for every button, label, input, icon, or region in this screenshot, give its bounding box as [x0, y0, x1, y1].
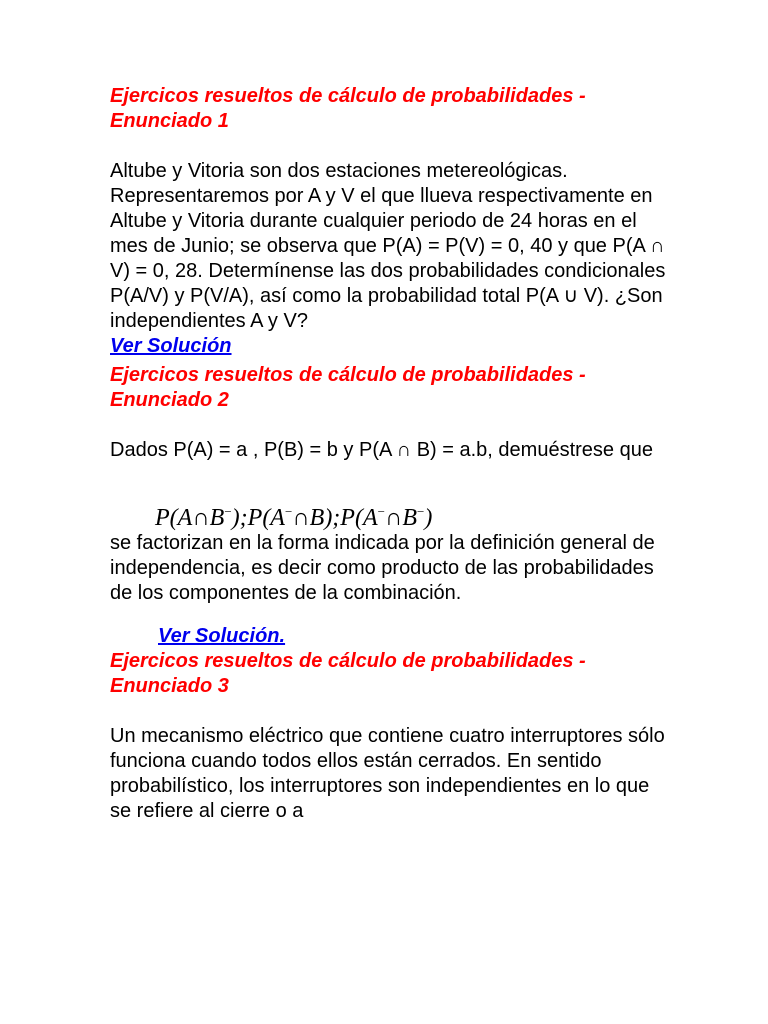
- exercise-3-statement: Un mecanismo eléctrico que contiene cuatro interruptores sólo funciona cuando todos ellos están cerrados. En sentido probabilístico, los interruptores son independientes en lo que se refiere al cierre o a: [110, 725, 665, 822]
- exercise-1-statement: Altube y Vitoria son dos estaciones metereológicas. Representaremos por A y V el que llueva respectivamente en Altube y Vitoria durante cualquier periodo de 24 horas en el mes de Junio; se observa que P(A) = P(V) = 0, 40 y que P(A ∩ V) = 0, 28. Determínense las dos probabilidades condicionales P(A/V) y P(V/A), así como la probabilidad total P(A ∪ V). ¿Son independientes A y V?: [110, 160, 666, 332]
- exercise-2-formula: P(A∩B−);P(A−∩B);P(A−∩B−): [155, 504, 433, 531]
- exercise-2-solution-link[interactable]: Ver Solución.: [158, 625, 286, 647]
- exercise-2-title: Ejercicos resueltos de cálculo de probabilidades - Enunciado 2: [110, 364, 586, 411]
- exercise-2-explanation: se factorizan en la forma indicada por la definición general de independencia, es decir como producto de las probabilidades de los componentes de la combinación.: [110, 532, 655, 604]
- exercise-3-title: Ejercicos resueltos de cálculo de probabilidades - Enunciado 3: [110, 650, 586, 697]
- exercise-1-solution-link[interactable]: Ver Solución: [110, 335, 232, 357]
- exercise-1-title: Ejercicos resueltos de cálculo de probabilidades - Enunciado 1: [110, 85, 586, 132]
- exercise-2-statement: Dados P(A) = a , P(B) = b y P(A ∩ B) = a.b, demuéstrese que: [110, 439, 653, 461]
- document-page: [110, 84, 670, 824]
